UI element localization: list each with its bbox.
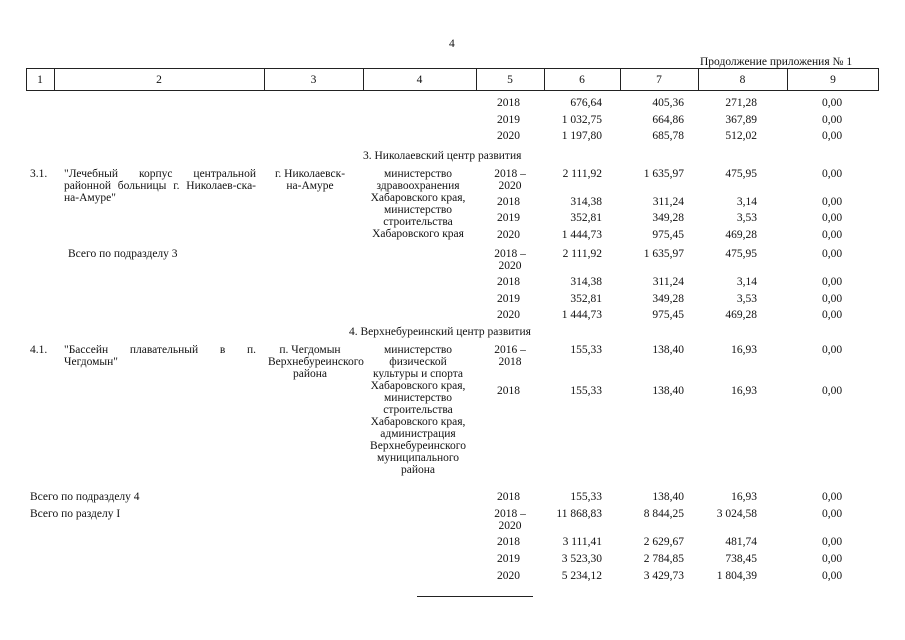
section-title: 4. Верхнебуреинский центр развития <box>349 326 531 338</box>
continuation-note: Продолжение приложения № 1 <box>700 56 853 68</box>
column-header: 4 <box>416 74 423 86</box>
item-number: 3.1. <box>30 168 48 180</box>
column-header: 3 <box>310 74 317 86</box>
column-header: 6 <box>579 74 585 86</box>
item-place: г. Николаевск-на-Амуре <box>274 168 346 192</box>
item-executor: министерство здравоохранения Хабаровского края, министерство строительства Хабаровского края <box>370 168 466 240</box>
item-place: п. Чегдомын Верхнебуреинского района <box>268 344 364 380</box>
subtotal-label: Всего по подразделу 3 <box>68 248 178 260</box>
column-header: 7 <box>656 74 662 86</box>
column-header: 5 <box>507 74 513 86</box>
column-header: 1 <box>37 74 43 86</box>
column-header: 2 <box>156 74 162 86</box>
column-header: 8 <box>739 74 746 86</box>
column-header: 9 <box>830 74 836 86</box>
item-name: "Бассейн плавательный в п. Чегдомын" <box>64 344 256 368</box>
subtotal-label: Всего по подразделу 4 <box>30 491 140 503</box>
section-total-label: Всего по разделу I <box>30 508 121 520</box>
page-number: 4 <box>449 38 455 50</box>
footer-divider <box>417 596 533 597</box>
item-executor: министерство физической культуры и спорта Хабаровского края, министерство строительства Хабаровского края, администрация Верхнебуреинского муниципального района <box>370 344 466 476</box>
item-name: "Лечебный корпус центральной районной больницы г. Николаев-ска-на-Амуре" <box>64 168 256 204</box>
section-title: 3. Николаевский центр развития <box>363 150 522 162</box>
item-number: 4.1. <box>30 344 48 356</box>
